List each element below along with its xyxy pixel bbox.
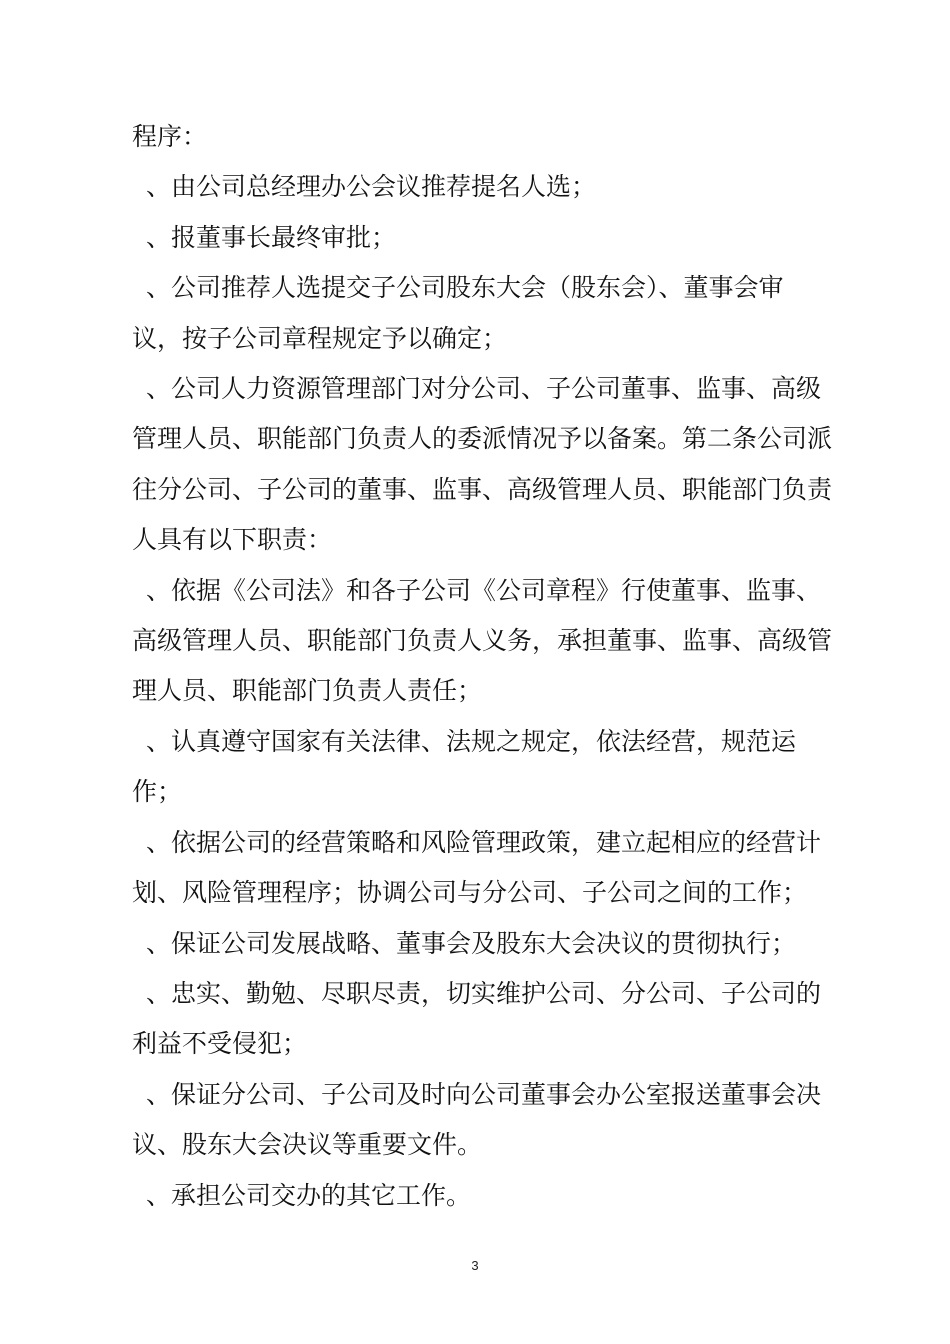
paragraph-item-duty-execution: 、保证公司发展战略、董事会及股东大会决议的贯彻执行；: [146, 928, 797, 958]
paragraph-item-duty-loyalty: 、忠实、勤勉、尽职尽责，切实维护公司、分公司、子公司的利益不受侵犯；: [132, 978, 822, 1059]
page-number: 3: [471, 1258, 479, 1273]
paragraph-item-duty-other: 、承担公司交办的其它工作。: [146, 1180, 472, 1210]
paragraph-item-duty-reporting: 、保证分公司、子公司及时向公司董事会办公室报送董事会决议、股东大会决议等重要文件。: [132, 1079, 822, 1160]
paragraph-item-duty-obligations: 、依据《公司法》和各子公司《公司章程》行使董事、监事、高级管理人员、职能部门负责人义务，承担董事、监事、高级管理人员、职能部门负责人责任；: [132, 575, 833, 706]
paragraph-item-hr-filing: 、公司人力资源管理部门对分公司、子公司董事、监事、高级管理人员、职能部门负责人的委派情况予以备案。第二条公司派往分公司、子公司的董事、监事、高级管理人员、职能部门负责人具有以下职责：: [132, 374, 833, 555]
paragraph-item-nomination: 、由公司总经理办公会议推荐提名人选；: [146, 172, 597, 202]
paragraph-item-chairman-approval: 、报董事长最终审批；: [146, 222, 397, 252]
document-body: [132, 112, 832, 1221]
paragraph-item-duty-compliance: 、认真遵守国家有关法律、法规之规定，依法经营，规范运作；: [132, 726, 797, 807]
paragraph-item-subsidiary-review: 、公司推荐人选提交子公司股东大会（股东会）、董事会审议，按子公司章程规定予以确定；: [132, 273, 784, 353]
paragraph-procedure-heading: 程序：: [132, 122, 208, 151]
paragraph-item-duty-planning: 、依据公司的经营策略和风险管理政策，建立起相应的经营计划、风险管理程序；协调公司与分公司、子公司之间的工作；: [132, 827, 822, 908]
